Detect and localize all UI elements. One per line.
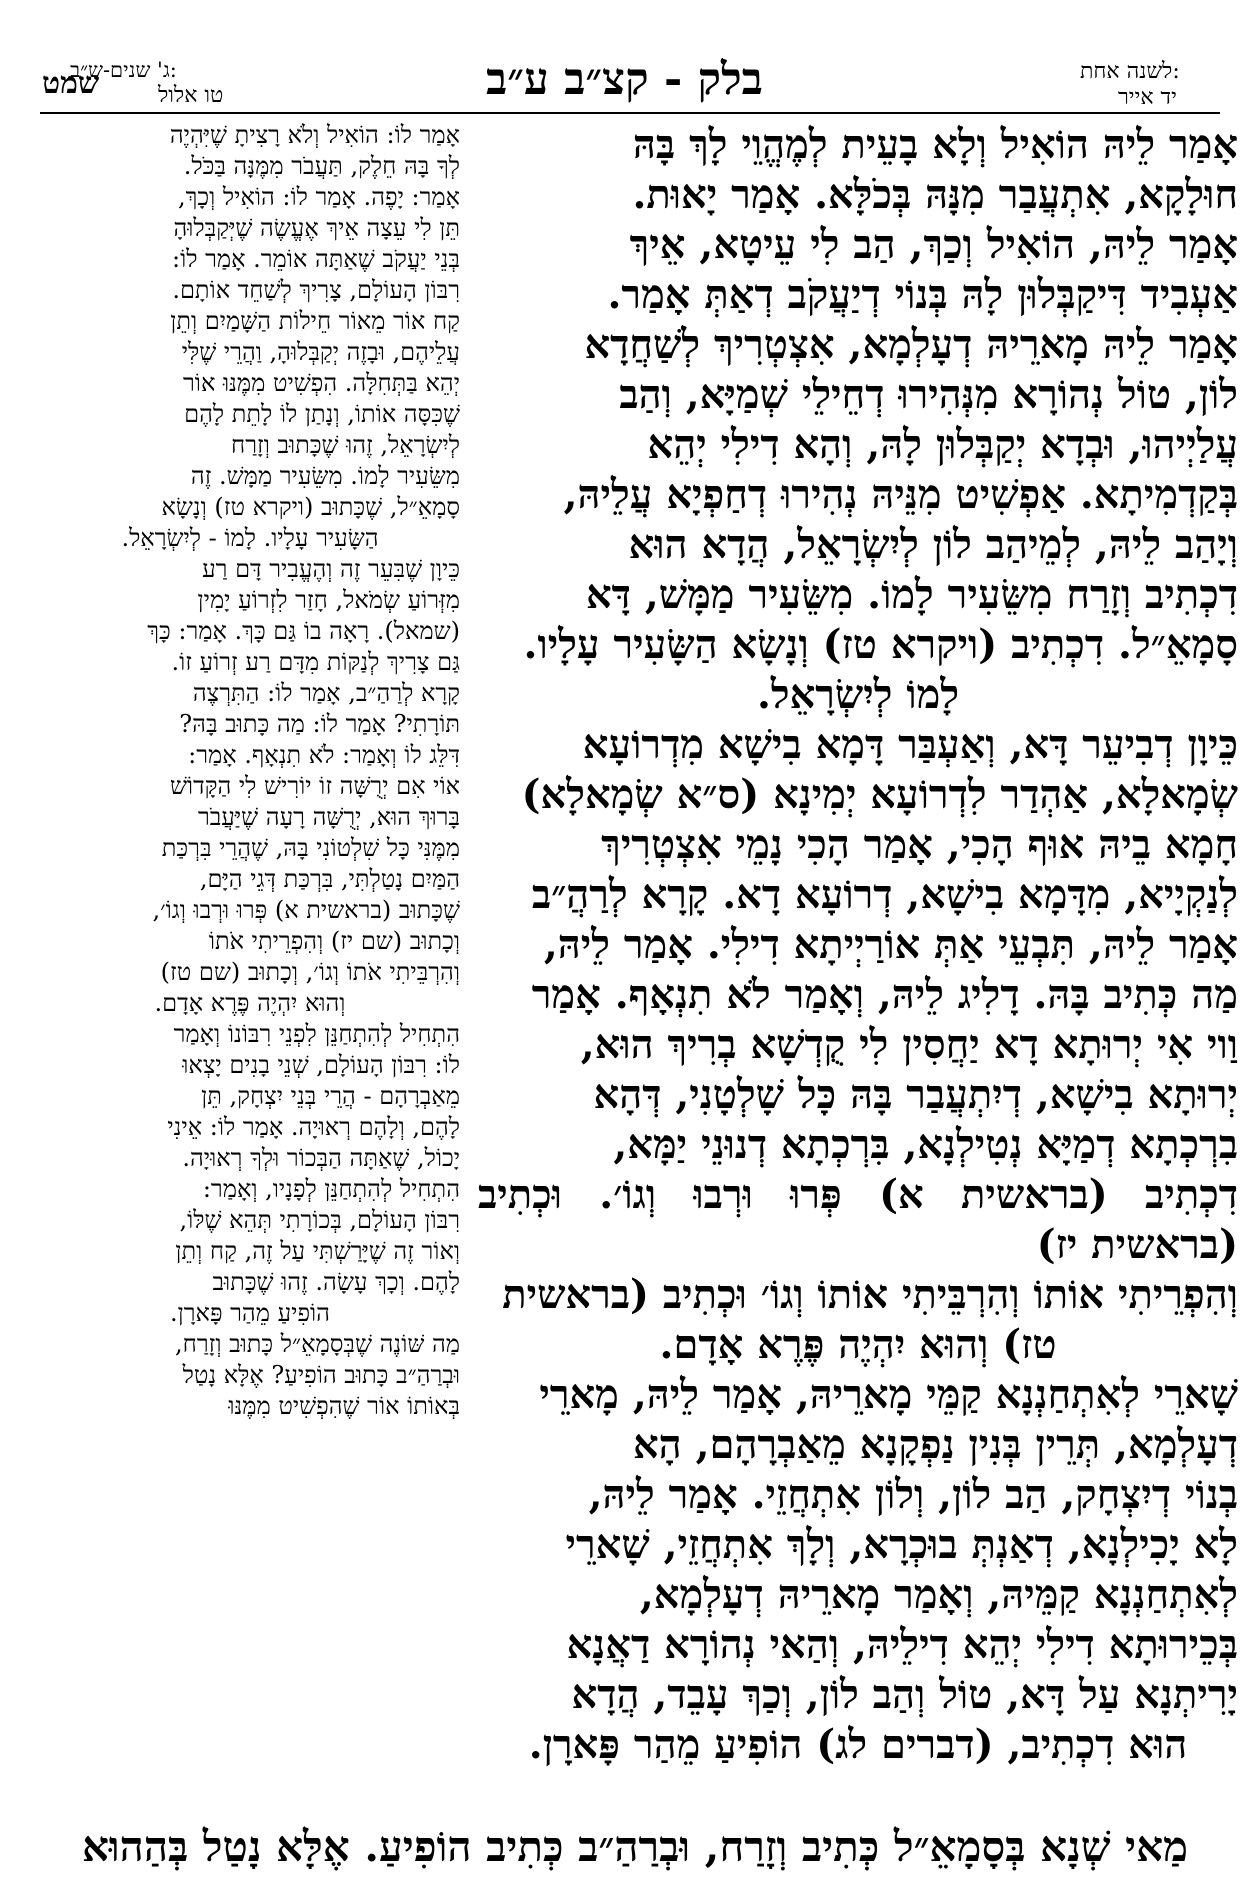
main-text-line: יְרוּתָא בִישָׁא, דְיִתְעֲבַר בָּהּ כָּל שָׁלְטָנִי, דְּהָא [593, 1071, 1238, 1118]
side-text-line: לָהֶם, וְלָהֶם רְאוּיָה. אָמַר לוֹ: אֵינִי [167, 1113, 460, 1141]
side-text-line: וְאוֹר זֶה שֶׁיָּרַשְׁתִּי עַל זֶה, קַח וְתֵן [175, 1237, 460, 1265]
main-text-line: וַוי אִי יְרוּתָא דָא יַחֲסִין לִי קֻדְשָׁא בְרִיךְ הוּא, [580, 1021, 1238, 1068]
main-text-line: לָמוֹ לְיִשְׂרָאֵל. [756, 671, 960, 718]
side-text-line: רִבּוֹן הָעוֹלָם, צָרִיךְ לְשַׁחֵד אוֹתָם. [172, 276, 460, 304]
main-text-line: כֵּיוָן דְבִיעֵר דָּא, וְאַעְבַּר דָּמָא בִישָׁא מִדְרוֹעָא [582, 721, 1238, 768]
main-text-line: דִכְתִיב וְזָרַח מִשֵּׂעִיר לָמוֹ. מִשֵּׂעִיר מַמָּשׁ, דָּא [586, 571, 1238, 618]
side-text-line: יָכוֹל, שֶׁאַתָּה הַבְּכוֹר וּלְךָ רְאוּיָה. [182, 1144, 460, 1172]
main-text-line: יָרִיתְנָא עַל דָּא, טוֹל וְהַב לוֹן, וְכַךְ עָבֵד, הֲדָא [571, 1671, 1238, 1718]
main-text-line: שְׂמָאלָא, אַהְדַר לִדְרוֹעָא יְמִינָא (ס״א שְׂמָאלָא) [521, 771, 1238, 818]
side-text-line: בְּנֵי יַעֲקֹב שֶׁאַתָּה אוֹמֵר. אָמַר לוֹ: [172, 245, 460, 273]
main-text-line: וְהִפְרֵיתִי אוֹתוֹ וְהִרְבֵּיתִי אוֹתוֹ וְגוֹ׳ וּכְתִיב (בראשית [502, 1271, 1238, 1318]
main-text-line: דְעָלְמָא, תְּרֵין בְּנִין נַפְקָנָא מֵאַבְרָהָם, הָא [633, 1421, 1238, 1468]
main-text-line: אָמַר לֵיהּ מָארֵיהּ דְעָלְמָא, אִצְטְרִיךְ לְשַׁחֲדָא [584, 321, 1238, 368]
side-text-line: וְכָתוּב (שם יז) וְהִפְרֵיתִי אֹתוֹ [208, 927, 460, 955]
side-text-line: מַה שּׁוֹנֶה שֶׁבְּסָמָאֵ״ל כָּתוּב וְזָרַח, [175, 1330, 460, 1358]
side-text-line: בְּאוֹתוֹ אוֹר שֶׁהִפְשִׁיט מִמֶּנּוּ [228, 1392, 460, 1420]
side-text-line: סָמָאֵ״ל, שֶׁכָּתוּב (ויקרא טז) וְנָשָׂא [161, 493, 460, 521]
main-text-line: בְנוֹי דְיִצְחָק, הַב לוֹן, וְלוֹן אִתְחֲזֵי. אָמַר לֵיהּ, [588, 1471, 1238, 1518]
side-text-line: מִמֶּנִּי כָּל שִׁלְטוֹנִי בָּהּ, שֶׁהֲרֵי בִּרְכַּת [161, 834, 460, 862]
header-divider [40, 112, 1220, 114]
main-text-line: אָמַר לֵיהּ הוֹאִיל וְלָא בָעֵית לְמֶהֱוֵי לָךְ בָּהּ [632, 121, 1238, 168]
main-text-line: עֲלַיְיהוּ, וּבְדָא יְקַבְּלוּן לָהּ, וְהָא דִילִי יְהֵא [647, 421, 1238, 468]
side-text-line: קָרָא לְרַהַ״ב, אָמַר לוֹ: הַתִּרְצֶה [192, 679, 460, 707]
side-text-line: יְהֵא בַּתְּחִלָּה. הִפְשִׁיט מִמֶּנּוּ אוֹר [183, 369, 460, 397]
schedule-three-years-date: טו אלול [158, 83, 224, 108]
page-title: בלק - קצ״ב ע״ב [486, 54, 763, 105]
side-text-line: דִּלֵּג לוֹ וְאָמַר: לֹא תִנְאָף. אָמַר: [188, 741, 460, 769]
page-number: שמט [42, 66, 100, 101]
side-text-line: לְךָ בָּהּ חֵלֶק, תַּעֲבֹר מִמֶּנָּה בַּכֹּל. [183, 152, 460, 180]
side-text-line: מִזְּרוֹעַ שְׂמֹאל, חָזַר לִזְרוֹעַ יָמִין [197, 586, 460, 614]
side-text-line: הִתְחִיל לְהִתְחַנֵּן לְפָנָיו, וְאָמַר: [202, 1175, 460, 1203]
main-text-line: בְּקַדְמִיתָא. אַפְשִׁיט מִנֵּיהּ נְהִירוּ דְחַפְיָא עֲלֵיהּ, [563, 471, 1238, 518]
page-header [0, 0, 1253, 112]
main-text-line: וְיָהַב לֵיהּ, לְמֵיהַב לוֹן לְיִשְׂרָאֵל, הֲדָא הוּא [628, 521, 1238, 568]
side-text-line: אוֹי אִם יְרֻשָּׁה זוֹ יוֹרִישׁ לִי הַקָּדוֹשׁ [169, 772, 460, 800]
side-text-line: עֲלֵיהֶם, וּבָזֶה יְקַבְּלוּהָ, וַהֲרֵי שֶׁלִּי [181, 338, 460, 366]
side-text-line: גַּם צָרִיךְ לְנַקּוֹת מִדָּם רַע זְרוֹעַ זוֹ. [171, 648, 460, 676]
side-text-line: קַח אוֹר מֵאוֹר חֵילוֹת הַשָּׁמַיִם וְתֵן [170, 307, 460, 335]
side-text-line: וְהִרְבֵּיתִי אֹתוֹ וְגוֹ׳, וְכָתוּב (שם טז) [160, 958, 460, 986]
side-text-line: אָמַר: יָפֶה. אָמַר לוֹ: הוֹאִיל וְכָךְ, [178, 183, 460, 211]
schedule-one-year-label: לשנה אחת: [1080, 59, 1180, 84]
main-text-line: הוּא דִכְתִיב, (דברים לג) הוֹפִיעַ מֵהַר פָּארָן. [528, 1721, 1188, 1768]
main-text-line: שָׁארֵי לְאִתְחַנְנָא קַמֵּי מָארֵיהּ, אָמַר לֵיהּ, מָארֵי [539, 1371, 1238, 1418]
main-text-line: לְאִתְחַנְנָא קַמֵּיהּ, וְאָמַר מָארֵיהּ דְעָלְמָא, [639, 1571, 1238, 1618]
side-text-line: וּבְרַהַ״ב כָּתוּב הוֹפִיעַ? אֶלָּא נָטַל [182, 1361, 460, 1389]
side-text-line: בָּרוּךְ הוּא, יְרֻשָּׁה רָעָה שֶׁיַּעֲבֹר [197, 803, 460, 831]
side-text-line: לוֹ: רִבּוֹן הָעוֹלָם, שְׁנֵי בָנִים יָצְאוּ [182, 1051, 460, 1079]
main-text-line: בִרְכְתָא דְמַיָּא נְטִילְנָא, בִּרְכְתָא דְנוּנֵי יַמָּא, [613, 1121, 1238, 1168]
schedule-one-year-date: יד אייר [1118, 85, 1177, 110]
side-text-line: תֵּן לִי עֵצָה אֵיךְ אֶעֱשֶׂה שֶׁיְּקַבְּלוּהָ [173, 214, 460, 242]
side-text-line: לָהֶם. וְכָךְ עָשָׂה. זֶהוּ שֶׁכָּתוּב [212, 1268, 460, 1296]
main-text-line: לְנַקְיָיא, מִדָּמָא בִישָׁא, דְרוֹעָא דָא. קָרָא לְרַהֲ״ב [531, 871, 1238, 918]
main-text-line: אָמַר לֵיהּ, הוֹאִיל וְכַךְ, הַב לִי עֵיטָא, אֵיךְ [629, 221, 1238, 268]
schedule-three-years-label: ג' שנים-ש״ב: [70, 58, 177, 82]
side-text-line: הַשָּׂעִיר עָלָיו. לָמוֹ - לְיִשְׂרָאֵל. [121, 524, 379, 552]
side-text-line: הוֹפִיעַ מֵהַר פָּארָן. [170, 1299, 330, 1327]
main-text-line: בְּכֵירוּתָא דִילִי יְהֵא דִילֵיהּ, וְהַאי נְהוֹרָא דַאֲנָא [566, 1621, 1238, 1668]
side-text-line: מִשֵּׂעִיר לָמוֹ. מִשֵּׂעִיר מַמָּשׁ. זֶה [190, 462, 460, 490]
side-text-line: אָמַר לוֹ: הוֹאִיל וְלֹא רָצִיתָ שֶׁיִּהְיֶה [169, 121, 460, 149]
main-aramaic-column [478, 120, 1238, 1810]
side-text-line: כֵּיוָן שֶׁבִּעֵר זֶה וְהֶעֱבִיר דָּם רַע [202, 555, 460, 583]
main-text-line: חָמָא בֵיהּ אוּף הָכִי, אָמַר הָכִי נָמֵי אִצְטְרִיךְ [601, 821, 1238, 868]
side-text-line: מֵאַבְרָהָם - הֲרֵי בְּנֵי יִצְחָק, תֵּן [201, 1082, 460, 1110]
side-text-line: תּוֹרָתִי? אָמַר לוֹ: מַה כָּתוּב בָּהּ? [179, 710, 460, 738]
side-text-line: שֶׁכָּתוּב (בראשית א) פְּרוּ וּרְבוּ וְגוֹ׳, [152, 896, 460, 924]
side-text-line: וְהוּא יִהְיֶה פֶּרֶא אָדָם. [154, 989, 346, 1017]
main-text-line: חוּלָקָא, אִתְעֲבַר מִנָּהּ בְּכֹלָּא. אָמַר יָאוּת. [632, 171, 1238, 218]
side-text-line: (שמאל). רָאָה בוֹ גַּם כָּךְ. אָמַר: כָּךְ [147, 617, 460, 645]
side-text-line: הִתְחִיל לְהִתְחַנֵּן לִפְנֵי רִבּוֹנוֹ וְאָמַר [173, 1020, 460, 1048]
main-text-line: לָא יָכִילְנָא, דְאַנְתְּ בוּכְרָא, וְלָךְ אִתְחֲזֵי, שָׁארֵי [565, 1521, 1238, 1568]
side-text-line: רִבּוֹן הָעוֹלָם, בְּכוֹרָתִי תְּהֵא שֶׁלּוֹ, [179, 1206, 460, 1234]
side-text-line: הַמַּיִם נָטַלְתִּי, בִּרְכַּת דְּגֵי הַיָּם, [199, 865, 460, 893]
main-text-line: אַעְבִיד דִּיקַבְּלוּן לָהּ בְּנוֹי דְיַעֲקֹב דְאַתְּ אָמַר. [607, 271, 1238, 318]
footer-line: מַאי שְׁנָא בְּסָמָאֵ״ל כְּתִיב וְזָרַח, וּבְרַהַ״ב כְּתִיב הוֹפִיעַ. אֶלָּא נָטַל בְּהַהוּא [81, 1822, 1189, 1871]
hebrew-translation-column [40, 120, 460, 1840]
main-text-line: אָמַר לֵיהּ, תִּבְעֵי אַתְּ אוֹרַיְיתָא דִילִי. אָמַר לֵיהּ, [543, 921, 1238, 968]
side-text-line: שֶׁכִּסָּה אוֹתוֹ, וְנָתַן לוֹ לָתֵת לָהֶם [184, 400, 460, 428]
main-text-line: מַה כְּתִיב בָּהּ. דָלִיג לֵיהּ, וְאָמַר לֹא תִנְאָף. אָמַר [531, 971, 1238, 1018]
main-text-line: טז) וְהוּא יִהְיֶה פֶּרֶא אָדָם. [659, 1321, 1057, 1368]
main-text-line: דִכְתִיב (בראשית א) פְּרוּ וּרְבוּ וְגוֹ׳. וּכְתִיב (בראשית יז) [478, 1171, 1238, 1268]
main-text-line: סָמָאֵ״ל. דִכְתִיב (ויקרא טז) וְנָשָׂא הַשָּׂעִיר עָלָיו. [523, 621, 1238, 668]
side-text-line: לְיִשְׂרָאֵל, זֶהוּ שֶׁכָּתוּב וְזָרַח [231, 431, 460, 459]
main-text-line: לוֹן, טוֹל נְהוֹרָא מִנְּהִירוּ דְחֵילֵי שְׁמַיָּא, וְהַב [619, 371, 1238, 418]
